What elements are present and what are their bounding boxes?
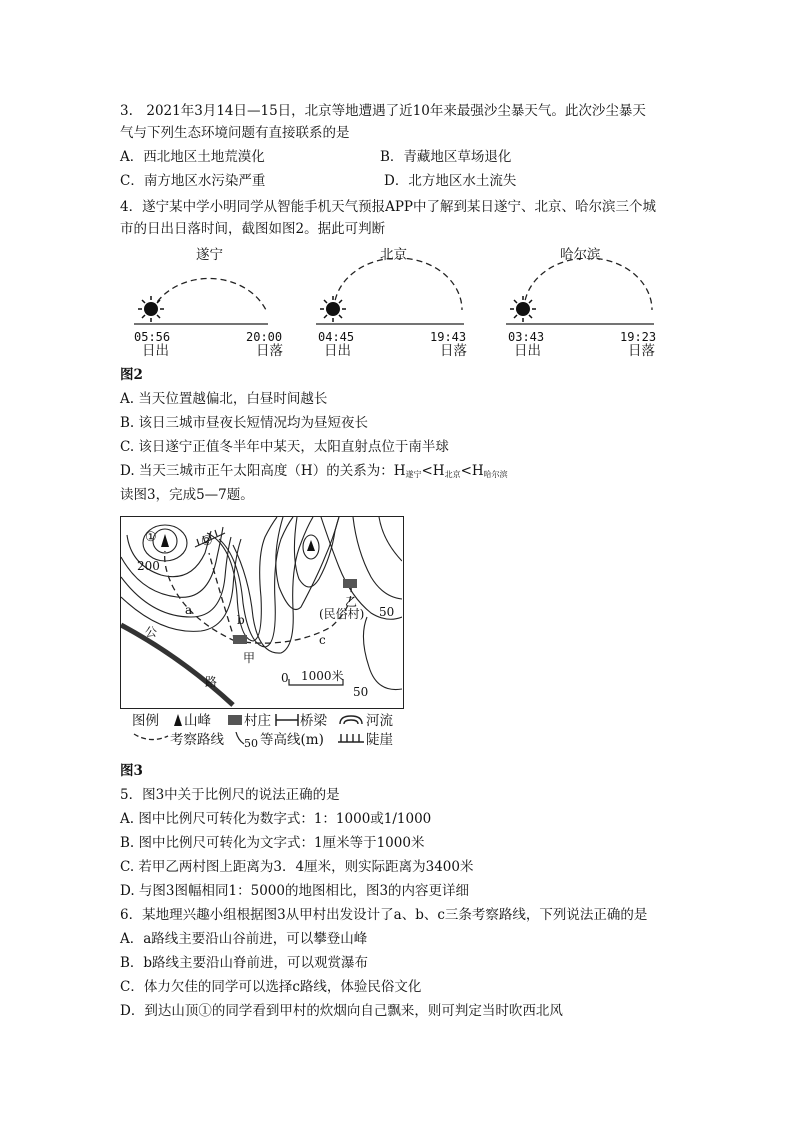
map-label-gong: 公 [145,625,158,639]
city-name-harbin: 哈尔滨 [560,247,601,263]
sun-icon [510,296,536,322]
route-icon [132,732,170,744]
q4-option-b: B. 该日三城市昼夜长短情况均为昼短夜长 [120,415,369,431]
q5-option-b: B. 图中比例尺可转化为文字式：1厘米等于1000米 [120,835,425,851]
legend-bridge: 桥梁 [300,713,327,729]
q5-stem: 5．图3中关于比例尺的说法正确的是 [120,787,340,803]
set-label-harbin: 日落 [628,343,655,359]
rise-label-beijing: 日出 [324,343,351,359]
legend-contour: 等高线(m) [260,732,324,748]
q4-stem-line2: 市的日出日落时间，截图如图2。据此可判断 [120,221,386,237]
village-icon [228,714,242,726]
map-label-b: b [237,613,245,627]
map-label-lu: 路 [205,675,218,689]
sunset-beijing: 19:43 [430,330,467,344]
village-jia-marker [233,635,247,644]
legend-peak: 山峰 [184,713,211,729]
legend-contour-num: 50 [244,737,258,750]
set-label-beijing: 日落 [440,343,467,359]
figure3-label: 图3 [120,763,143,779]
figure2-label: 图2 [120,367,143,383]
q3-option-a: A．西北地区土地荒漠化 [120,149,265,165]
legend-cliff: 陡崖 [366,732,393,748]
map-label-a: a [185,603,193,617]
sun-arc-suining [134,258,274,328]
map-label-200: 200 [137,559,160,573]
q3-stem-line1: 3. 2021年3月14日—15日，北京等地遭遇了近10年来最强沙尘暴天气。此次沙尘暴天 [120,103,646,119]
scale-zero: 0 [281,671,289,685]
intro-5-7: 读图3，完成5—7题。 [120,487,254,503]
scale-text: 1000米 [301,669,344,683]
sunrise-beijing: 04:45 [318,330,355,344]
cliff-icon [338,732,364,744]
city-name-beijing: 北京 [380,247,407,263]
sun-icon [138,296,164,322]
q6-option-c: C．体力欠佳的同学可以选择c路线，体验民俗文化 [120,979,422,995]
map-label-jia: 甲 [243,651,256,665]
set-label-suining: 日落 [256,343,283,359]
q6-stem: 6．某地理兴趣小组根据图3从甲村出发设计了a、b、c三条考察路线，下列说法正确的是 [120,907,648,923]
river-icon [338,714,364,726]
sun-arc-beijing [316,258,466,328]
village-yi-marker [343,579,357,588]
bridge-icon [274,714,300,726]
rise-label-harbin: 日出 [514,343,541,359]
q3-option-d: D．北方地区水土流失 [384,173,517,189]
map-label-circle1: ① [145,530,157,545]
q6-option-d: D．到达山顶①的同学看到甲村的炊烟向自己飘来，则可判定当时吹西北风 [120,1003,563,1019]
sun-icon [320,296,346,322]
q5-option-a: A. 图中比例尺可转化为数字式：1：1000或1/1000 [120,811,432,827]
q5-option-d: D. 与图3图幅相同1：5000的地图相比，图3的内容更详细 [120,883,470,899]
q6-option-b: B．b路线主要沿山脊前进，可以观赏瀑布 [120,955,369,971]
q4-option-a: A. 当天位置越偏北，白昼时间越长 [120,391,328,407]
q5-option-c: C. 若甲乙两村图上距离为3．4厘米，则实际距离为3400米 [120,859,474,875]
q6-option-a: A．a路线主要沿山谷前进，可以攀登山峰 [120,931,368,947]
q3-stem-line2: 气与下列生态环境问题有直接联系的是 [120,125,350,141]
sun-arc-harbin [506,258,656,328]
q4-stem-line1: 4．遂宁某中学小明同学从智能手机天气预报APP中了解到某日遂宁、北京、哈尔滨三个城 [120,199,657,215]
legend-route: 考察路线 [170,732,224,748]
q4-option-c: C. 该日遂宁正值冬半年中某天，太阳直射点位于南半球 [120,439,449,455]
map-label-50b: 50 [353,685,369,699]
sunrise-suining: 05:56 [134,330,171,344]
rise-label-suining: 日出 [142,343,169,359]
legend-title: 图例 [132,713,159,729]
legend-village: 村庄 [244,713,271,729]
map-label-c: c [319,633,326,647]
sunset-suining: 20:00 [246,330,283,344]
city-name-suining: 遂宁 [196,247,223,263]
q3-option-b: B．青藏地区草场退化 [380,149,512,165]
sunrise-harbin: 03:43 [508,330,545,344]
map-label-minsu: (民俗村) [319,607,365,621]
sunset-harbin: 19:23 [620,330,657,344]
legend-river: 河流 [366,713,393,729]
peak-icon [174,714,182,726]
q4-option-d: D. 当天三城市正午太阳高度（H）的关系为：$H_{遂宁}<H_{北京}<H_{哈尔滨}$ [120,463,508,479]
map-label-50a: 50 [379,605,395,619]
map-label-circle2: ② [201,534,213,549]
q3-option-c: C．南方地区水污染严重 [120,173,266,189]
map-label-yi: 乙 [345,595,358,609]
figure3-map [120,516,404,709]
